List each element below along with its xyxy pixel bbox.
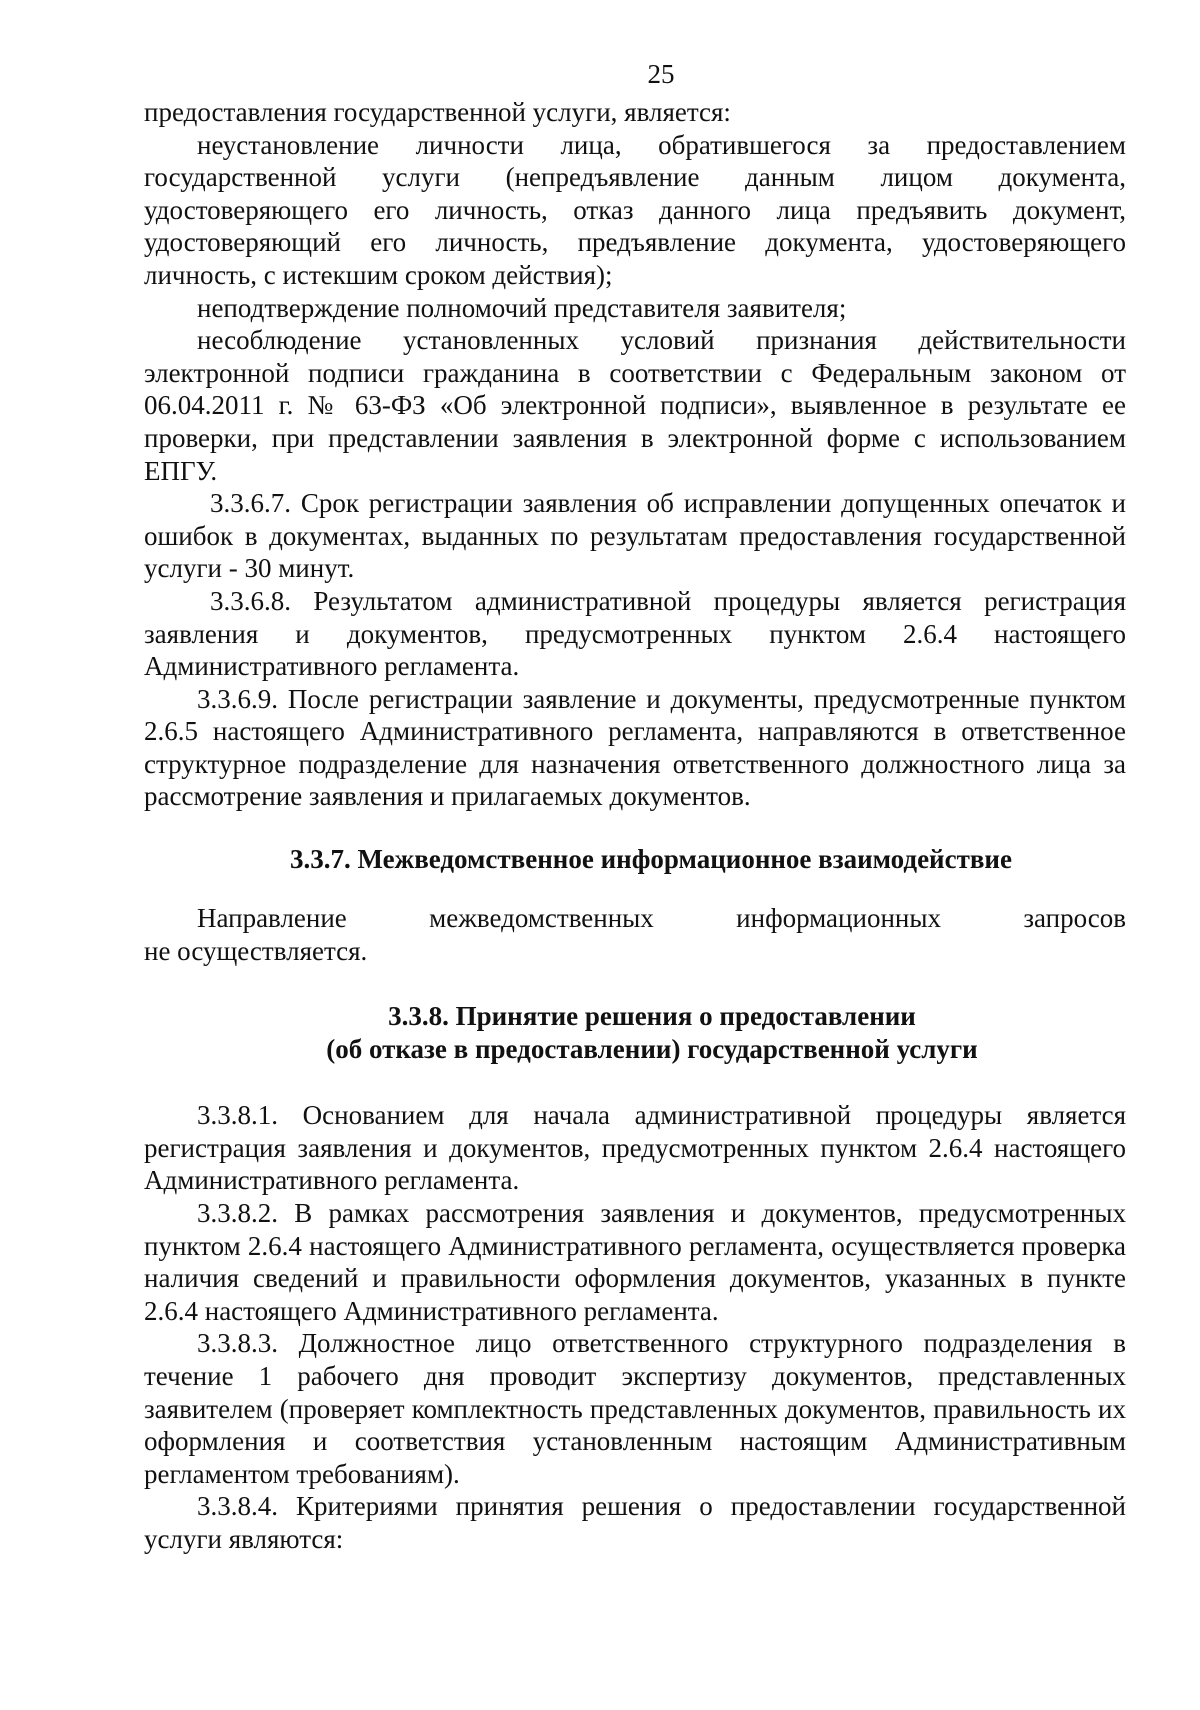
paragraph-3-3-8-1: 3.3.8.1. Основанием для начала административной процедуры является регистрация заявления и документов, предусмотренных пунктом 2.6.4 настоящего Административного регламента.	[144, 1100, 1126, 1196]
section-heading-3-3-8-line2: (об отказе в предоставлении) государственной услуги	[326, 1034, 978, 1065]
section-3-3-7-body	[144, 902, 1126, 967]
paragraph-3-3-8-2: 3.3.8.2. В рамках рассмотрения заявления и документов, предусмотренных пунктом 2.6.4 настоящего Административного регламента, осуществляется проверка наличия сведений и правильности оформления документов, указанных в пункте 2.6.4 настоящего Административного регламента.	[144, 1198, 1126, 1326]
paragraph-3-3-6-9: 3.3.6.9. После регистрации заявление и документы, предусмотренные пунктом 2.6.5 настоящего Административного регламента, направляются в ответственное структурное подразделение для назначения ответственного должностного лица за рассмотрение заявления и прилагаемых документов.	[144, 683, 1126, 812]
section-heading-3-3-7: 3.3.7. Межведомственное информационное взаимодействие	[290, 844, 1012, 875]
paragraph-interagency-line1: Направление межведомственных информационных запросов	[197, 903, 1126, 934]
paragraph-interagency-line2: не осуществляется.	[144, 935, 368, 966]
document-page	[144, 58, 1126, 1556]
section-heading-3-3-8	[144, 1000, 1126, 1066]
paragraph-authority-not-confirmed: неподтверждение полномочий представителя заявителя;	[197, 292, 847, 323]
paragraph-3-3-6-7: 3.3.6.7. Срок регистрации заявления об исправлении допущенных опечаток и ошибок в документах, выданных по результатам предоставления государственной услуги - 30 минут.	[144, 488, 1126, 584]
paragraph-3-3-8-4: 3.3.8.4. Критериями принятия решения о предоставлении государственной услуги являются:	[144, 1491, 1126, 1554]
paragraph-identity-not-established: неустановление личности лица, обратившегося за предоставлением государственной услуги (непредъявление данным лицом документа, удостоверяющего его личность, отказ данного лица предъявить документ, удостоверяющий его личность, предъявление документа, удостоверяющего личность, с истекшим сроком действия);	[144, 129, 1126, 290]
paragraph-3-3-6-8: 3.3.6.8. Результатом административной процедуры является регистрация заявления и документов, предусмотренных пунктом 2.6.4 настоящего Административного регламента.	[144, 585, 1126, 682]
section-heading-3-3-8-line1: 3.3.8. Принятие решения о предоставлении	[388, 1001, 916, 1032]
paragraph-3-3-8-3: 3.3.8.3. Должностное лицо ответственного структурного подразделения в течение 1 рабочего дня проводит экспертизу документов, представленных заявителем (проверяет комплектность представленных документов, правильность их оформления и соответствия установленным настоящим Административным регламентом требованиям).	[144, 1328, 1126, 1489]
page-number: 25	[647, 59, 675, 89]
paragraph-continuation: предоставления государственной услуги, является:	[144, 97, 731, 127]
paragraph-signature-conditions: несоблюдение установленных условий признания действительности электронной подписи гражданина в соответствии с Федеральным законом от 06.04.2011 г. № 63-ФЗ «Об электронной подписи», выявленное в результате ее проверки, при представлении заявления в электронной форме с использованием ЕПГУ.	[144, 325, 1126, 486]
